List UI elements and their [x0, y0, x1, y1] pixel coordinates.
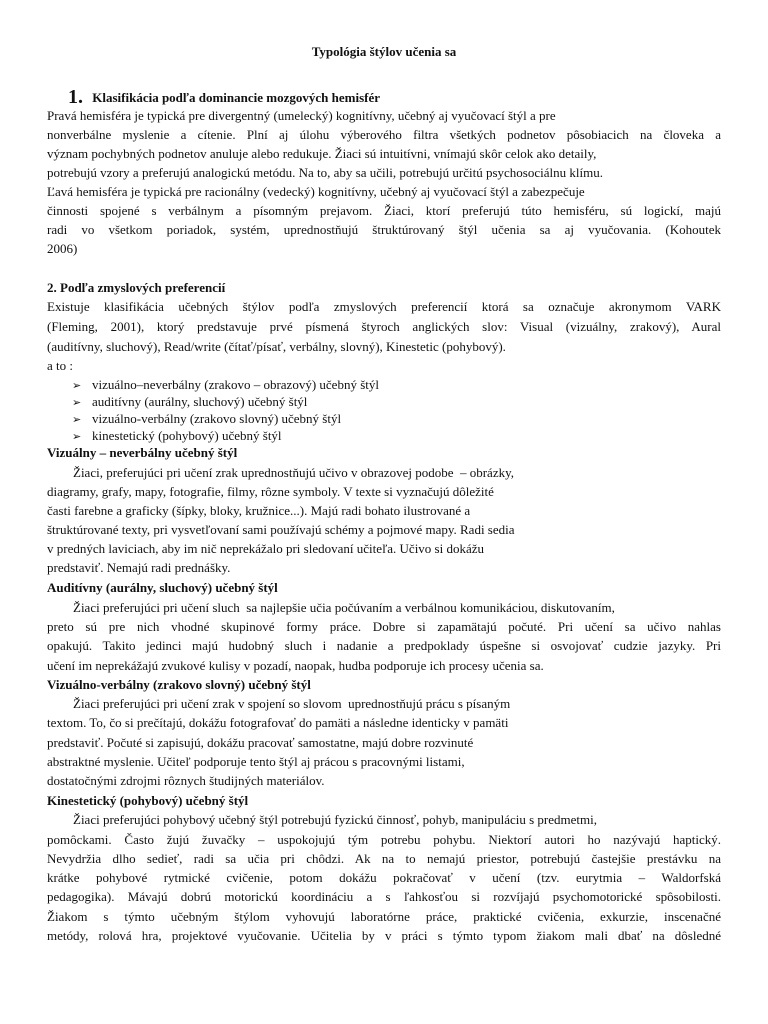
visual-verbal-style-heading: Vizuálno-verbálny (zrakovo slovný) učebný štýl [47, 677, 311, 692]
paragraph-line: Ľavá hemisféra je typická pre racionálny (vedecký) kognitívny, učebný aj vyučovací štýl a zabezpečuje [47, 184, 585, 199]
paragraph-line: a to : [47, 358, 73, 373]
paragraph-line: diagramy, grafy, mapy, fotografie, filmy, rôzne symboly. V texte si vyznačujú dôležité [47, 484, 494, 499]
kinesthetic-style-heading: Kinestetický (pohybový) učebný štýl [47, 793, 249, 808]
paragraph-line: preto sú pre nich vhodné skupinové formy práce. Dobre si zapamätajú počuté. Pri učení sa učivo nahlas [47, 619, 721, 634]
paragraph-line: (auditívny, sluchový), Read/write (čítať/písať, verbálny, slovný), Kinestetic (pohybový). [47, 339, 506, 354]
paragraph-line: dostatočnými zdrojmi rôznych študijných materiálov. [47, 773, 325, 788]
paragraph-line: predstaviť. Nemajú radi prednášky. [47, 560, 231, 575]
paragraph-line: predstaviť. Počuté si zapisujú, dokážu pracovať samostatne, majú dobre rozvinuté [47, 735, 474, 750]
paragraph-line: opakujú. Takito jedinci majú hudobný sluch i nadanie a predpoklady úspešne si osvojovať cudzie jazyky. Pri [47, 638, 721, 653]
arrow-bullet-icon: ➢ [72, 414, 82, 426]
paragraph-line: krátke pohybové rytmické cvičenie, potom dokážu pokračovať v učení (tzv. eurytmia – Waldorfská [47, 870, 721, 885]
list-item-text: kinestetický (pohybový) učebný štýl [92, 428, 282, 443]
arrow-bullet-icon: ➢ [72, 397, 82, 409]
paragraph-line: Žiaci preferujúci pri učení zrak v spojení so slovom uprednostňujú prácu s písaným [47, 696, 511, 711]
paragraph-line: v predných laviciach, aby im nič neprekážalo pri sledovaní učiteľa. Učivo si dokážu [47, 541, 485, 556]
arrow-bullet-icon: ➢ [72, 431, 82, 443]
paragraph-line: metódy, rolová hra, projektové vyučovanie. Učitelia by v práci s týmto typom žiakom mali dbať na dôsledné [47, 928, 721, 943]
paragraph-line: význam pochybných podnetov anuluje alebo redukuje. Žiaci sú intuitívni, vnímajú skôr celok ako detaily, [47, 146, 597, 161]
paragraph-line: potrebujú vzory a preferujú analogickú metódu. Na to, aby sa učili, potrebujú určitú psychosociálnu klímu. [47, 165, 603, 180]
paragraph-line: pomôckami. Často žujú žuvačky – uspokojujú tým potrebu pohybu. Niektorí autori ho nazývajú haptický. [47, 832, 721, 847]
document-title: Typológia štýlov učenia sa [311, 44, 457, 59]
paragraph-line: Žiaci preferujúci pohybový učebný štýl potrebujú fyzickú činnosť, pohyb, manipuláciu s predmetmi, [47, 812, 597, 827]
paragraph-line: činnosti spojené s verbálnym a písomným prejavom. Žiaci, ktorí preferujú túto hemisféru, sú logickí, majú [47, 203, 721, 218]
paragraph-line: Žiaci preferujúci pri učení sluch sa najlepšie učia počúvaním a verbálnou komunikáciou, diskutovaním, [47, 600, 615, 615]
paragraph-line: Žiaci, preferujúci pri učení zrak uprednostňujú učivo v obrazovej podobe – obrázky, [47, 465, 514, 480]
paragraph-line: Nevydržia dlho sedieť, radi sa učia pri chôdzi. Ak na to nemajú priestor, potrebujú častejšie prestávku na [47, 851, 721, 866]
section-1-number: 1. [68, 86, 83, 108]
section-1-heading-text: Klasifikácia podľa dominancie mozgových hemisfér [92, 90, 381, 105]
arrow-bullet-icon: ➢ [72, 380, 82, 392]
list-item-text: vizuálno-verbálny (zrakovo slovný) učebný štýl [92, 411, 342, 426]
visual-style-heading: Vizuálny – neverbálny učebný štýl [47, 445, 238, 460]
paragraph-line: časti farebne a graficky (šípky, bloky, kružnice...). Majú radi bohato ilustrované a [47, 503, 471, 518]
list-item-text: auditívny (aurálny, sluchový) učebný štýl [92, 394, 308, 409]
section-1-heading [68, 86, 380, 109]
paragraph-line: 2006) [47, 241, 78, 256]
paragraph-line: pedagogika). Mávajú dobrú motorickú koordináciu a s ľahkosťou si rozvíjajú psychomotorické spôsobilosti. [47, 889, 721, 904]
section-2-heading: 2. Podľa zmyslových preferencií [47, 280, 226, 295]
paragraph-line: (Fleming, 2001), ktorý predstavuje prvé písmená štyroch anglických slov: Visual (vizuálny, zrakový), Aural [47, 319, 721, 334]
auditory-style-heading: Auditívny (aurálny, sluchový) učebný štýl [47, 580, 278, 595]
paragraph-line: textom. To, čo si prečítajú, dokážu fotografovať do pamäti a následne identicky v pamäti [47, 715, 509, 730]
list-item-text: vizuálno–neverbálny (zrakovo – obrazový) učebný štýl [92, 377, 379, 392]
paragraph-line: radi vo všetkom poriadok, systém, uprednostňujú štruktúrovaný štýl učenia sa aj vyučovania. (Kohoutek [47, 222, 721, 237]
paragraph-line: učení im neprekážajú zvukové kulisy v pozadí, naopak, hudba podporuje ich procesy učenia sa. [47, 658, 544, 673]
paragraph-line: abstraktné myslenie. Učiteľ podporuje tento štýl aj prácou s pracovnými listami, [47, 754, 465, 769]
paragraph-line: štruktúrované texty, pri vysvetľovaní sami používajú schémy a pojmové mapy. Radi sedia [47, 522, 515, 537]
paragraph-line: nonverbálne myslenie a cítenie. Plní aj úlohu výberového filtra všetkých podnetov pôsobiacich na človeka a [47, 127, 721, 142]
paragraph-line: Pravá hemisféra je typická pre divergentný (umelecký) kognitívny, učebný aj vyučovací štýl a pre [47, 108, 556, 123]
paragraph-line: Existuje klasifikácia učebných štýlov podľa zmyslových preferencií ktorá sa označuje akronymom VARK [47, 299, 721, 314]
paragraph-line: Žiakom s týmto učebným štýlom vyhovujú laboratórne práce, praktické cvičenia, exkurzie, inscenačné [47, 909, 721, 924]
